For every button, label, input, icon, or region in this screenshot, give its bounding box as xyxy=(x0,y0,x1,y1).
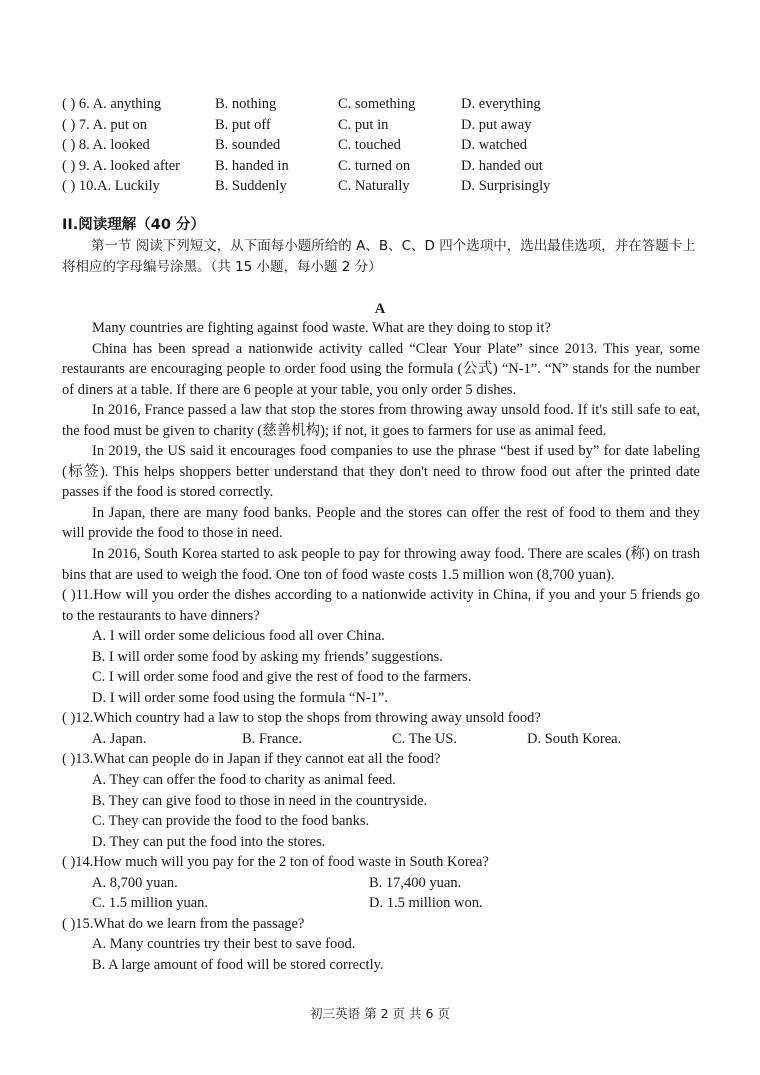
question-9-option-a: ( ) 9. A. looked after xyxy=(62,157,180,174)
passage-paragraph: In Japan, there are many food banks. People and the stores can offer the rest of food to them and they will provide the food to those in need. xyxy=(62,504,700,542)
question-15-option-b: B. A large amount of food will be stored correctly. xyxy=(92,956,384,973)
passage-paragraph: Many countries are fighting against food waste. What are they doing to stop it? xyxy=(92,320,551,336)
question-14-option-a: A. 8,700 yuan. xyxy=(92,874,178,891)
question-6 xyxy=(62,94,702,115)
passage-paragraph: In 2016, South Korea started to ask people to pay for throwing away food. There are scales (称) on trash bins that are used to weigh the food. One ton of food waste costs 1.5 million won (8,700 yuan). xyxy=(62,546,700,583)
question-11-option-a: A. I will order some delicious food all over China. xyxy=(92,628,385,645)
question-8-option-c: C. touched xyxy=(338,137,401,153)
question-7 xyxy=(62,115,702,136)
section-instruction: 第一节 阅读下列短文，从下面每小题所给的 A、B、C、D 四个选项中，选出最佳选项，并在答题卡上将相应的字母编号涂黑。（共 15 小题，每小题 2 分） xyxy=(62,238,696,275)
question-9-option-d: D. handed out xyxy=(461,157,543,174)
question-6-option-a: ( ) 6. A. anything xyxy=(62,96,162,112)
question-15 xyxy=(62,914,700,976)
question-12-option-a: A. Japan. xyxy=(92,730,147,747)
question-10-option-c: C. Naturally xyxy=(338,178,410,194)
question-14 xyxy=(62,852,700,914)
section-title: II.阅读理解（40 分） xyxy=(62,217,206,233)
question-11-option-d: D. I will order some food using the formula “N-1”. xyxy=(92,689,388,706)
question-9-option-c: C. turned on xyxy=(338,157,411,174)
question-14-option-b: B. 17,400 yuan. xyxy=(369,874,462,891)
question-13 xyxy=(62,749,700,852)
question-14-option-d: D. 1.5 million won. xyxy=(369,895,483,912)
question-8 xyxy=(62,135,702,156)
question-7-option-a: ( ) 7. A. put on xyxy=(62,116,147,133)
question-13-option-a: A. They can offer the food to charity as animal feed. xyxy=(92,772,396,789)
question-14-stem: ( )14.How much will you pay for the 2 ton of food waste in South Korea? xyxy=(62,854,489,871)
question-8-option-a: ( ) 8. A. looked xyxy=(62,137,150,153)
question-6-option-d: D. everything xyxy=(461,96,541,112)
question-14-option-c: C. 1.5 million yuan. xyxy=(92,895,208,912)
question-6-option-b: B. nothing xyxy=(215,96,277,112)
question-7-option-c: C. put in xyxy=(338,116,389,133)
question-11 xyxy=(62,585,700,708)
question-9 xyxy=(62,156,702,177)
passage-paragraph: In 2019, the US said it encourages food companies to use the phrase “best if used by” for date labeling (标签). This helps shoppers better understand that they don't need to throw food out after the printed date passes if the food is stored correctly. xyxy=(62,443,700,501)
question-15-stem: ( )15.What do we learn from the passage? xyxy=(62,915,305,932)
question-12-option-b: B. France. xyxy=(242,730,302,747)
question-11-option-c: C. I will order some food and give the rest of food to the farmers. xyxy=(92,669,472,686)
question-8-option-b: B. sounded xyxy=(215,137,281,153)
question-10-option-b: B. Suddenly xyxy=(215,178,287,194)
passage-letter: A xyxy=(374,301,386,317)
question-13-option-d: D. They can put the food into the stores. xyxy=(92,833,326,850)
page-footer: 初三英语 第 2 页 共 6 页 xyxy=(310,1006,450,1021)
question-12 xyxy=(62,708,700,749)
question-11-stem: ( )11.How will you order the dishes according to a nationwide activity in China, if you and your 5 friends go to the restaurants to have dinners? xyxy=(62,587,700,624)
question-13-stem: ( )13.What can people do in Japan if they cannot eat all the food? xyxy=(62,751,441,768)
question-8-option-d: D. watched xyxy=(461,137,528,153)
cloze-options xyxy=(62,94,702,197)
question-10 xyxy=(62,176,702,197)
question-7-option-b: B. put off xyxy=(215,116,271,133)
question-12-option-c: C. The US. xyxy=(392,730,457,747)
question-12-stem: ( )12.Which country had a law to stop the shops from throwing away unsold food? xyxy=(62,710,541,727)
question-7-option-d: D. put away xyxy=(461,116,532,133)
question-11-option-b: B. I will order some food by asking my friends’ suggestions. xyxy=(92,648,443,665)
question-12-options xyxy=(62,729,700,750)
question-9-option-b: B. handed in xyxy=(215,157,289,174)
question-13-option-c: C. They can provide the food to the food banks. xyxy=(92,813,370,830)
passage-paragraph: China has been spread a nationwide activity called “Clear Your Plate” since 2013. This year, some restaurants are encouraging people to order food using the formula (公式) “N-1”. “N” stands for the number of diners at a table. If there are 6 people at your table, you only order 5 dishes. xyxy=(62,340,700,398)
question-10-option-d: D. Surprisingly xyxy=(461,178,551,194)
question-14-options-ab xyxy=(62,873,700,894)
question-12-option-d: D. South Korea. xyxy=(527,730,622,747)
question-14-options-cd xyxy=(62,893,700,914)
question-13-option-b: B. They can give food to those in need in the countryside. xyxy=(92,792,428,809)
question-10-option-a: ( ) 10.A. Luckily xyxy=(62,178,160,194)
passage-and-questions xyxy=(62,318,700,976)
passage-paragraph: In 2016, France passed a law that stop the stores from throwing away unsold food. If it's still safe to eat, the food must be given to charity (慈善机构); if not, it goes to farmers for use as animal feed. xyxy=(62,402,700,439)
question-15-option-a: A. Many countries try their best to save food. xyxy=(92,936,356,953)
question-6-option-c: C. something xyxy=(338,96,416,112)
